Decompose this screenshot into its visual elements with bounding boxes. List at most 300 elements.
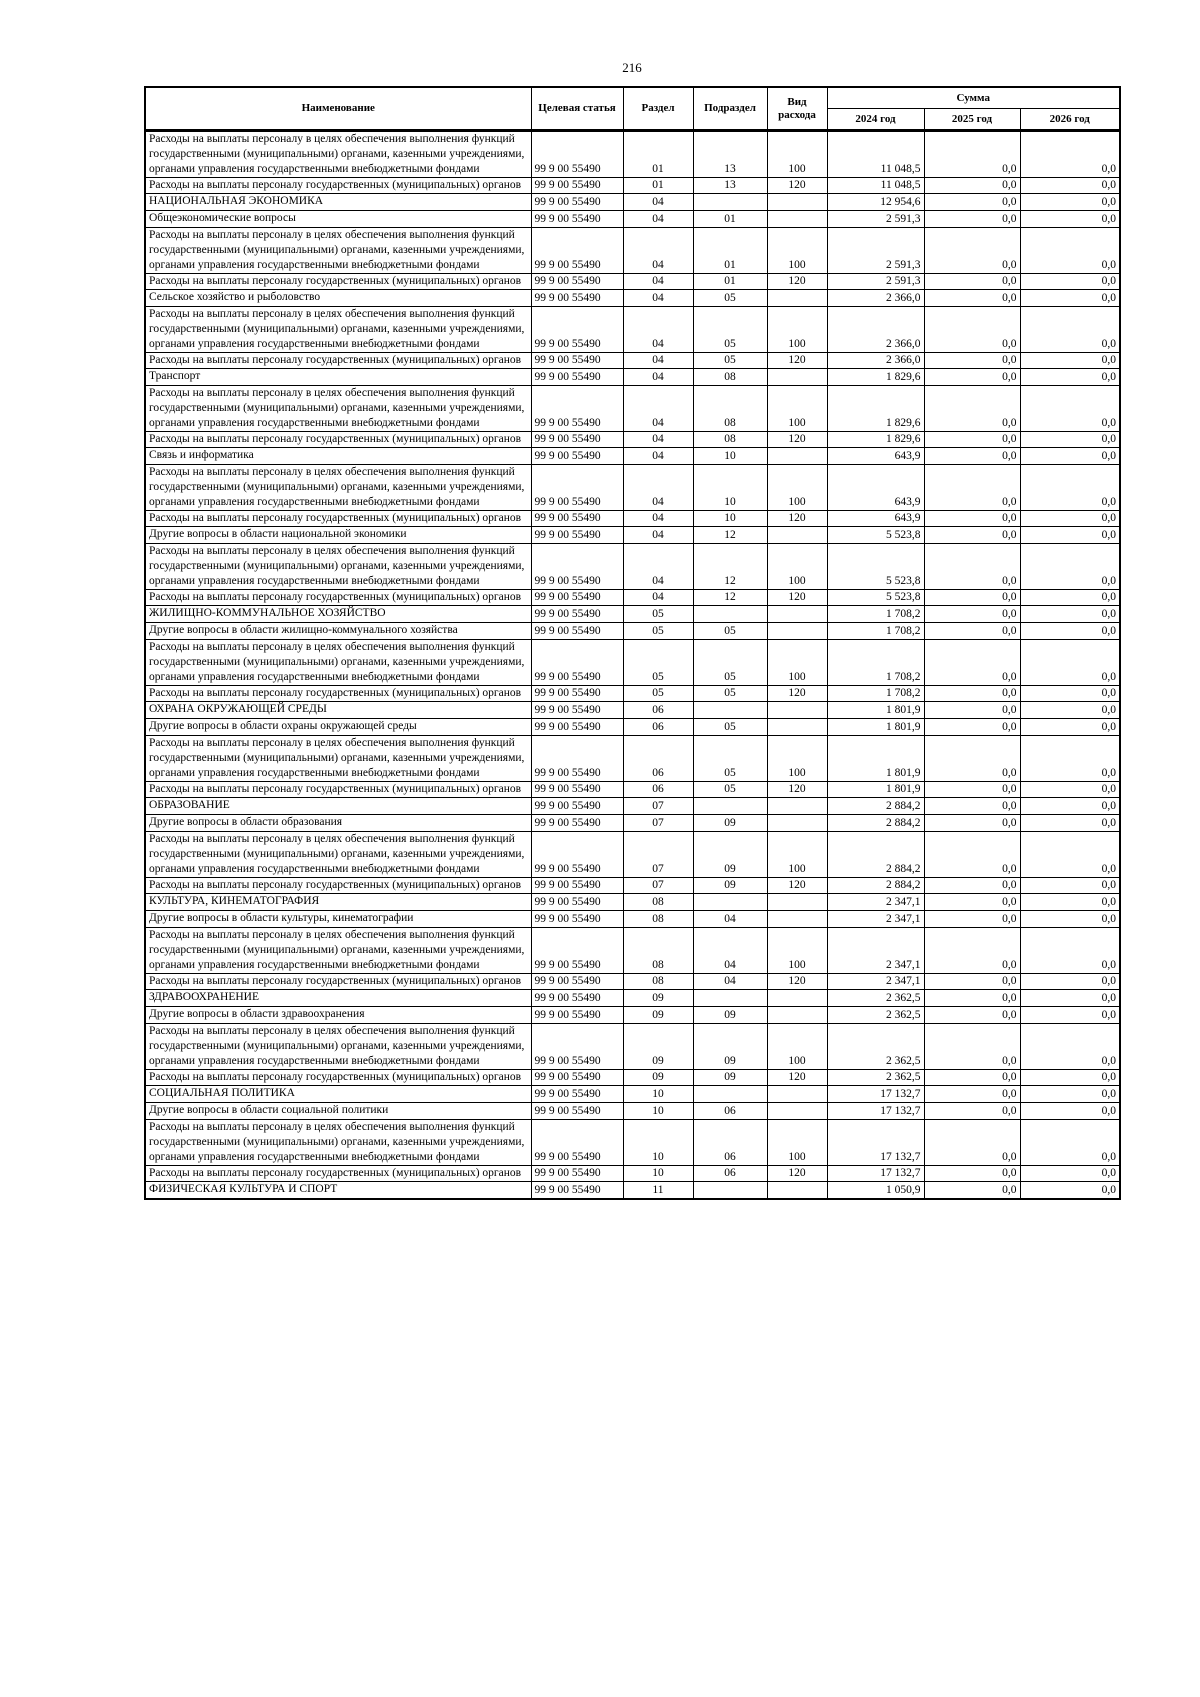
cell-2026: 0,0 <box>1020 606 1120 623</box>
cell-target: 99 9 00 55490 <box>531 307 623 353</box>
cell-2025: 0,0 <box>924 511 1020 527</box>
table-header <box>145 87 1120 131</box>
cell-expense-type <box>767 527 827 544</box>
cell-section: 08 <box>623 928 693 974</box>
cell-expense-type: 120 <box>767 782 827 798</box>
cell-subsection: 01 <box>693 211 767 228</box>
cell-2025: 0,0 <box>924 386 1020 432</box>
cell-name: Другие вопросы в области здравоохранения <box>145 1007 531 1024</box>
cell-2024: 643,9 <box>827 448 924 465</box>
cell-expense-type <box>767 1086 827 1103</box>
cell-name: Расходы на выплаты персоналу в целях обеспечения выполнения функций государственными (муниципальными) органами, казенными учреждениями, органами управления государственными внебюджетными фондами <box>145 131 531 178</box>
cell-2026: 0,0 <box>1020 448 1120 465</box>
cell-section: 06 <box>623 736 693 782</box>
cell-target: 99 9 00 55490 <box>531 353 623 369</box>
cell-subsection: 08 <box>693 432 767 448</box>
cell-subsection <box>693 1086 767 1103</box>
cell-2026: 0,0 <box>1020 1182 1120 1200</box>
cell-name: Расходы на выплаты персоналу в целях обеспечения выполнения функций государственными (муниципальными) органами, казенными учреждениями, органами управления государственными внебюджетными фондами <box>145 307 531 353</box>
cell-2026: 0,0 <box>1020 353 1120 369</box>
cell-name: Расходы на выплаты персоналу государственных (муниципальных) органов <box>145 178 531 194</box>
cell-2026: 0,0 <box>1020 798 1120 815</box>
cell-target: 99 9 00 55490 <box>531 228 623 274</box>
cell-2024: 2 884,2 <box>827 815 924 832</box>
cell-target: 99 9 00 55490 <box>531 606 623 623</box>
cell-2025: 0,0 <box>924 353 1020 369</box>
cell-target: 99 9 00 55490 <box>531 1120 623 1166</box>
cell-2026: 0,0 <box>1020 623 1120 640</box>
cell-target: 99 9 00 55490 <box>531 719 623 736</box>
cell-subsection: 12 <box>693 527 767 544</box>
cell-2025: 0,0 <box>924 719 1020 736</box>
header-name: Наименование <box>145 87 531 131</box>
cell-name: ЖИЛИЩНО-КОММУНАЛЬНОЕ ХОЗЯЙСТВО <box>145 606 531 623</box>
cell-2026: 0,0 <box>1020 511 1120 527</box>
cell-2024: 5 523,8 <box>827 527 924 544</box>
cell-2025: 0,0 <box>924 1182 1020 1200</box>
table-row <box>145 211 1120 228</box>
cell-name: Расходы на выплаты персоналу в целях обеспечения выполнения функций государственными (муниципальными) органами, казенными учреждениями, органами управления государственными внебюджетными фондами <box>145 386 531 432</box>
cell-2025: 0,0 <box>924 465 1020 511</box>
table-row <box>145 1086 1120 1103</box>
cell-section: 10 <box>623 1086 693 1103</box>
cell-subsection <box>693 1182 767 1200</box>
cell-target: 99 9 00 55490 <box>531 590 623 606</box>
cell-2026: 0,0 <box>1020 1007 1120 1024</box>
cell-2024: 2 347,1 <box>827 894 924 911</box>
cell-subsection: 09 <box>693 1007 767 1024</box>
cell-section: 04 <box>623 194 693 211</box>
cell-expense-type <box>767 990 827 1007</box>
cell-name: Расходы на выплаты персоналу в целях обеспечения выполнения функций государственными (муниципальными) органами, казенными учреждениями, органами управления государственными внебюджетными фондами <box>145 1120 531 1166</box>
cell-2026: 0,0 <box>1020 1024 1120 1070</box>
cell-subsection: 12 <box>693 544 767 590</box>
cell-name: Другие вопросы в области жилищно-коммунального хозяйства <box>145 623 531 640</box>
cell-name: Транспорт <box>145 369 531 386</box>
cell-2024: 2 884,2 <box>827 798 924 815</box>
cell-subsection: 05 <box>693 719 767 736</box>
cell-expense-type: 100 <box>767 1024 827 1070</box>
cell-expense-type: 120 <box>767 511 827 527</box>
cell-2024: 17 132,7 <box>827 1120 924 1166</box>
cell-subsection: 05 <box>693 623 767 640</box>
cell-target: 99 9 00 55490 <box>531 1166 623 1182</box>
cell-name: Связь и информатика <box>145 448 531 465</box>
cell-2025: 0,0 <box>924 1007 1020 1024</box>
cell-expense-type <box>767 211 827 228</box>
cell-target: 99 9 00 55490 <box>531 702 623 719</box>
cell-2025: 0,0 <box>924 832 1020 878</box>
cell-subsection: 05 <box>693 782 767 798</box>
cell-name: Расходы на выплаты персоналу государственных (муниципальных) органов <box>145 1070 531 1086</box>
cell-expense-type: 100 <box>767 131 827 178</box>
cell-subsection: 10 <box>693 448 767 465</box>
table-row <box>145 194 1120 211</box>
cell-expense-type <box>767 194 827 211</box>
cell-2024: 1 829,6 <box>827 386 924 432</box>
cell-section: 05 <box>623 686 693 702</box>
cell-section: 09 <box>623 1070 693 1086</box>
cell-subsection: 06 <box>693 1120 767 1166</box>
page-number: 216 <box>622 60 642 75</box>
cell-section: 04 <box>623 432 693 448</box>
cell-section: 08 <box>623 974 693 990</box>
header-2026: 2026 год <box>1020 109 1120 131</box>
table-row <box>145 928 1120 974</box>
cell-section: 01 <box>623 178 693 194</box>
cell-target: 99 9 00 55490 <box>531 1182 623 1200</box>
table-row <box>145 702 1120 719</box>
cell-target: 99 9 00 55490 <box>531 511 623 527</box>
cell-target: 99 9 00 55490 <box>531 736 623 782</box>
cell-name: Расходы на выплаты персоналу государственных (муниципальных) органов <box>145 511 531 527</box>
cell-target: 99 9 00 55490 <box>531 527 623 544</box>
cell-2026: 0,0 <box>1020 974 1120 990</box>
cell-subsection: 01 <box>693 228 767 274</box>
cell-2024: 2 362,5 <box>827 1024 924 1070</box>
cell-2026: 0,0 <box>1020 211 1120 228</box>
cell-2024: 1 801,9 <box>827 736 924 782</box>
cell-2024: 2 366,0 <box>827 290 924 307</box>
cell-section: 08 <box>623 911 693 928</box>
cell-2025: 0,0 <box>924 1166 1020 1182</box>
cell-2024: 1 708,2 <box>827 640 924 686</box>
cell-name: КУЛЬТУРА, КИНЕМАТОГРАФИЯ <box>145 894 531 911</box>
cell-expense-type: 120 <box>767 878 827 894</box>
cell-2025: 0,0 <box>924 544 1020 590</box>
cell-expense-type: 100 <box>767 386 827 432</box>
cell-expense-type <box>767 369 827 386</box>
cell-target: 99 9 00 55490 <box>531 623 623 640</box>
cell-2025: 0,0 <box>924 1086 1020 1103</box>
cell-section: 09 <box>623 1007 693 1024</box>
header-expense-type: Вид расхода <box>767 87 827 131</box>
cell-2026: 0,0 <box>1020 1086 1120 1103</box>
cell-expense-type: 120 <box>767 353 827 369</box>
cell-2025: 0,0 <box>924 686 1020 702</box>
cell-2025: 0,0 <box>924 640 1020 686</box>
cell-target: 99 9 00 55490 <box>531 990 623 1007</box>
cell-2026: 0,0 <box>1020 228 1120 274</box>
cell-2025: 0,0 <box>924 894 1020 911</box>
cell-2026: 0,0 <box>1020 878 1120 894</box>
cell-target: 99 9 00 55490 <box>531 1007 623 1024</box>
cell-target: 99 9 00 55490 <box>531 448 623 465</box>
cell-expense-type: 120 <box>767 178 827 194</box>
table-body <box>145 131 1120 1200</box>
cell-2026: 0,0 <box>1020 544 1120 590</box>
cell-subsection: 05 <box>693 307 767 353</box>
cell-2025: 0,0 <box>924 1120 1020 1166</box>
header-2024: 2024 год <box>827 109 924 131</box>
cell-expense-type: 100 <box>767 640 827 686</box>
cell-2025: 0,0 <box>924 590 1020 606</box>
cell-name: СОЦИАЛЬНАЯ ПОЛИТИКА <box>145 1086 531 1103</box>
cell-target: 99 9 00 55490 <box>531 274 623 290</box>
cell-target: 99 9 00 55490 <box>531 369 623 386</box>
table-row <box>145 1103 1120 1120</box>
table-row <box>145 432 1120 448</box>
cell-section: 04 <box>623 511 693 527</box>
cell-name: Расходы на выплаты персоналу в целях обеспечения выполнения функций государственными (муниципальными) органами, казенными учреждениями, органами управления государственными внебюджетными фондами <box>145 544 531 590</box>
cell-subsection: 04 <box>693 928 767 974</box>
cell-subsection: 13 <box>693 131 767 178</box>
cell-section: 04 <box>623 465 693 511</box>
cell-target: 99 9 00 55490 <box>531 894 623 911</box>
cell-2026: 0,0 <box>1020 1103 1120 1120</box>
cell-section: 07 <box>623 878 693 894</box>
cell-2025: 0,0 <box>924 878 1020 894</box>
cell-2025: 0,0 <box>924 194 1020 211</box>
cell-section: 05 <box>623 623 693 640</box>
cell-2025: 0,0 <box>924 911 1020 928</box>
cell-2024: 1 801,9 <box>827 782 924 798</box>
cell-expense-type: 120 <box>767 1166 827 1182</box>
cell-2025: 0,0 <box>924 1024 1020 1070</box>
cell-2024: 2 347,1 <box>827 928 924 974</box>
cell-name: Расходы на выплаты персоналу в целях обеспечения выполнения функций государственными (муниципальными) органами, казенными учреждениями, органами управления государственными внебюджетными фондами <box>145 640 531 686</box>
cell-section: 04 <box>623 527 693 544</box>
cell-section: 10 <box>623 1166 693 1182</box>
cell-expense-type <box>767 702 827 719</box>
cell-2026: 0,0 <box>1020 719 1120 736</box>
cell-target: 99 9 00 55490 <box>531 832 623 878</box>
cell-name: Расходы на выплаты персоналу государственных (муниципальных) органов <box>145 1166 531 1182</box>
cell-subsection: 05 <box>693 686 767 702</box>
cell-target: 99 9 00 55490 <box>531 211 623 228</box>
cell-name: ЗДРАВООХРАНЕНИЕ <box>145 990 531 1007</box>
cell-2024: 643,9 <box>827 511 924 527</box>
cell-section: 01 <box>623 131 693 178</box>
cell-section: 04 <box>623 211 693 228</box>
cell-expense-type <box>767 1182 827 1200</box>
cell-expense-type: 100 <box>767 736 827 782</box>
cell-2025: 0,0 <box>924 1070 1020 1086</box>
cell-subsection: 09 <box>693 832 767 878</box>
cell-2026: 0,0 <box>1020 911 1120 928</box>
cell-section: 08 <box>623 894 693 911</box>
cell-2026: 0,0 <box>1020 307 1120 353</box>
cell-expense-type: 120 <box>767 1070 827 1086</box>
cell-name: НАЦИОНАЛЬНАЯ ЭКОНОМИКА <box>145 194 531 211</box>
cell-expense-type: 100 <box>767 1120 827 1166</box>
cell-subsection: 13 <box>693 178 767 194</box>
cell-section: 09 <box>623 990 693 1007</box>
cell-2025: 0,0 <box>924 928 1020 974</box>
cell-subsection: 04 <box>693 974 767 990</box>
cell-2026: 0,0 <box>1020 1166 1120 1182</box>
cell-expense-type <box>767 290 827 307</box>
cell-2024: 2 591,3 <box>827 274 924 290</box>
cell-subsection: 08 <box>693 386 767 432</box>
cell-2024: 2 362,5 <box>827 1007 924 1024</box>
header-subsection: Подраздел <box>693 87 767 131</box>
cell-2025: 0,0 <box>924 131 1020 178</box>
cell-subsection: 09 <box>693 1024 767 1070</box>
cell-subsection: 05 <box>693 640 767 686</box>
cell-section: 04 <box>623 274 693 290</box>
cell-2026: 0,0 <box>1020 369 1120 386</box>
cell-expense-type: 120 <box>767 974 827 990</box>
cell-name: Расходы на выплаты персоналу государственных (муниципальных) органов <box>145 686 531 702</box>
cell-target: 99 9 00 55490 <box>531 974 623 990</box>
cell-expense-type <box>767 798 827 815</box>
table-row <box>145 815 1120 832</box>
table-row <box>145 1024 1120 1070</box>
cell-target: 99 9 00 55490 <box>531 432 623 448</box>
cell-2026: 0,0 <box>1020 815 1120 832</box>
cell-section: 09 <box>623 1024 693 1070</box>
cell-name: Расходы на выплаты персоналу в целях обеспечения выполнения функций государственными (муниципальными) органами, казенными учреждениями, органами управления государственными внебюджетными фондами <box>145 736 531 782</box>
header-target: Целевая статья <box>531 87 623 131</box>
table-row <box>145 307 1120 353</box>
cell-2024: 1 801,9 <box>827 719 924 736</box>
table-row <box>145 911 1120 928</box>
cell-2024: 2 884,2 <box>827 832 924 878</box>
cell-2025: 0,0 <box>924 990 1020 1007</box>
cell-name: Другие вопросы в области культуры, кинематографии <box>145 911 531 928</box>
table-row <box>145 736 1120 782</box>
cell-2024: 1 829,6 <box>827 432 924 448</box>
cell-2024: 2 366,0 <box>827 353 924 369</box>
cell-2025: 0,0 <box>924 736 1020 782</box>
cell-target: 99 9 00 55490 <box>531 1086 623 1103</box>
cell-section: 07 <box>623 798 693 815</box>
cell-expense-type: 120 <box>767 274 827 290</box>
cell-target: 99 9 00 55490 <box>531 194 623 211</box>
cell-subsection <box>693 606 767 623</box>
cell-name: ФИЗИЧЕСКАЯ КУЛЬТУРА И СПОРТ <box>145 1182 531 1200</box>
cell-target: 99 9 00 55490 <box>531 878 623 894</box>
table-row <box>145 832 1120 878</box>
cell-name: Расходы на выплаты персоналу в целях обеспечения выполнения функций государственными (муниципальными) органами, казенными учреждениями, органами управления государственными внебюджетными фондами <box>145 832 531 878</box>
cell-2025: 0,0 <box>924 702 1020 719</box>
cell-2024: 12 954,6 <box>827 194 924 211</box>
cell-expense-type: 100 <box>767 928 827 974</box>
cell-2025: 0,0 <box>924 369 1020 386</box>
cell-2026: 0,0 <box>1020 990 1120 1007</box>
cell-name: Общеэкономические вопросы <box>145 211 531 228</box>
cell-2024: 1 708,2 <box>827 623 924 640</box>
cell-section: 06 <box>623 719 693 736</box>
table-row <box>145 353 1120 369</box>
cell-expense-type: 120 <box>767 686 827 702</box>
cell-2025: 0,0 <box>924 527 1020 544</box>
budget-table <box>144 86 1121 1200</box>
cell-subsection: 05 <box>693 736 767 782</box>
table-row <box>145 1120 1120 1166</box>
cell-2024: 1 708,2 <box>827 686 924 702</box>
cell-target: 99 9 00 55490 <box>531 815 623 832</box>
table-row <box>145 782 1120 798</box>
cell-name: Сельское хозяйство и рыболовство <box>145 290 531 307</box>
cell-2024: 17 132,7 <box>827 1086 924 1103</box>
cell-target: 99 9 00 55490 <box>531 1070 623 1086</box>
cell-subsection: 09 <box>693 878 767 894</box>
cell-target: 99 9 00 55490 <box>531 782 623 798</box>
cell-section: 07 <box>623 832 693 878</box>
cell-2026: 0,0 <box>1020 178 1120 194</box>
cell-expense-type <box>767 448 827 465</box>
cell-2025: 0,0 <box>924 274 1020 290</box>
cell-2026: 0,0 <box>1020 432 1120 448</box>
table-row <box>145 1182 1120 1200</box>
cell-expense-type <box>767 1007 827 1024</box>
cell-expense-type: 100 <box>767 465 827 511</box>
cell-section: 11 <box>623 1182 693 1200</box>
cell-section: 04 <box>623 590 693 606</box>
cell-2024: 5 523,8 <box>827 590 924 606</box>
cell-2025: 0,0 <box>924 228 1020 274</box>
cell-subsection: 06 <box>693 1103 767 1120</box>
cell-2026: 0,0 <box>1020 702 1120 719</box>
cell-target: 99 9 00 55490 <box>531 911 623 928</box>
cell-2026: 0,0 <box>1020 274 1120 290</box>
cell-expense-type: 120 <box>767 432 827 448</box>
table-row <box>145 974 1120 990</box>
cell-2026: 0,0 <box>1020 386 1120 432</box>
cell-name: Расходы на выплаты персоналу государственных (муниципальных) органов <box>145 974 531 990</box>
cell-name: Расходы на выплаты персоналу государственных (муниципальных) органов <box>145 353 531 369</box>
cell-subsection: 05 <box>693 353 767 369</box>
cell-name: Расходы на выплаты персоналу в целях обеспечения выполнения функций государственными (муниципальными) органами, казенными учреждениями, органами управления государственными внебюджетными фондами <box>145 928 531 974</box>
cell-expense-type: 120 <box>767 590 827 606</box>
cell-2024: 1 708,2 <box>827 606 924 623</box>
header-section: Раздел <box>623 87 693 131</box>
cell-2026: 0,0 <box>1020 832 1120 878</box>
cell-2025: 0,0 <box>924 307 1020 353</box>
table-row <box>145 274 1120 290</box>
cell-2025: 0,0 <box>924 290 1020 307</box>
cell-2025: 0,0 <box>924 448 1020 465</box>
cell-2024: 1 050,9 <box>827 1182 924 1200</box>
cell-2026: 0,0 <box>1020 194 1120 211</box>
cell-target: 99 9 00 55490 <box>531 1024 623 1070</box>
table-row <box>145 228 1120 274</box>
cell-name: Расходы на выплаты персоналу государственных (муниципальных) органов <box>145 782 531 798</box>
cell-2024: 2 591,3 <box>827 228 924 274</box>
cell-name: Расходы на выплаты персоналу в целях обеспечения выполнения функций государственными (муниципальными) органами, казенными учреждениями, органами управления государственными внебюджетными фондами <box>145 1024 531 1070</box>
cell-2024: 2 362,5 <box>827 990 924 1007</box>
header-2025: 2025 год <box>924 109 1020 131</box>
cell-section: 04 <box>623 544 693 590</box>
cell-2024: 11 048,5 <box>827 178 924 194</box>
cell-name: ОБРАЗОВАНИЕ <box>145 798 531 815</box>
cell-2026: 0,0 <box>1020 465 1120 511</box>
cell-expense-type <box>767 623 827 640</box>
cell-name: Другие вопросы в области охраны окружающей среды <box>145 719 531 736</box>
table-row <box>145 990 1120 1007</box>
cell-subsection <box>693 798 767 815</box>
cell-subsection: 04 <box>693 911 767 928</box>
cell-target: 99 9 00 55490 <box>531 928 623 974</box>
cell-subsection <box>693 990 767 1007</box>
cell-section: 10 <box>623 1103 693 1120</box>
cell-section: 04 <box>623 228 693 274</box>
cell-target: 99 9 00 55490 <box>531 178 623 194</box>
cell-name: Расходы на выплаты персоналу государственных (муниципальных) органов <box>145 432 531 448</box>
cell-section: 10 <box>623 1120 693 1166</box>
cell-2025: 0,0 <box>924 798 1020 815</box>
table-row <box>145 590 1120 606</box>
cell-2024: 5 523,8 <box>827 544 924 590</box>
table-row <box>145 1007 1120 1024</box>
cell-subsection <box>693 194 767 211</box>
cell-section: 04 <box>623 307 693 353</box>
cell-section: 04 <box>623 290 693 307</box>
cell-section: 06 <box>623 702 693 719</box>
cell-2024: 11 048,5 <box>827 131 924 178</box>
